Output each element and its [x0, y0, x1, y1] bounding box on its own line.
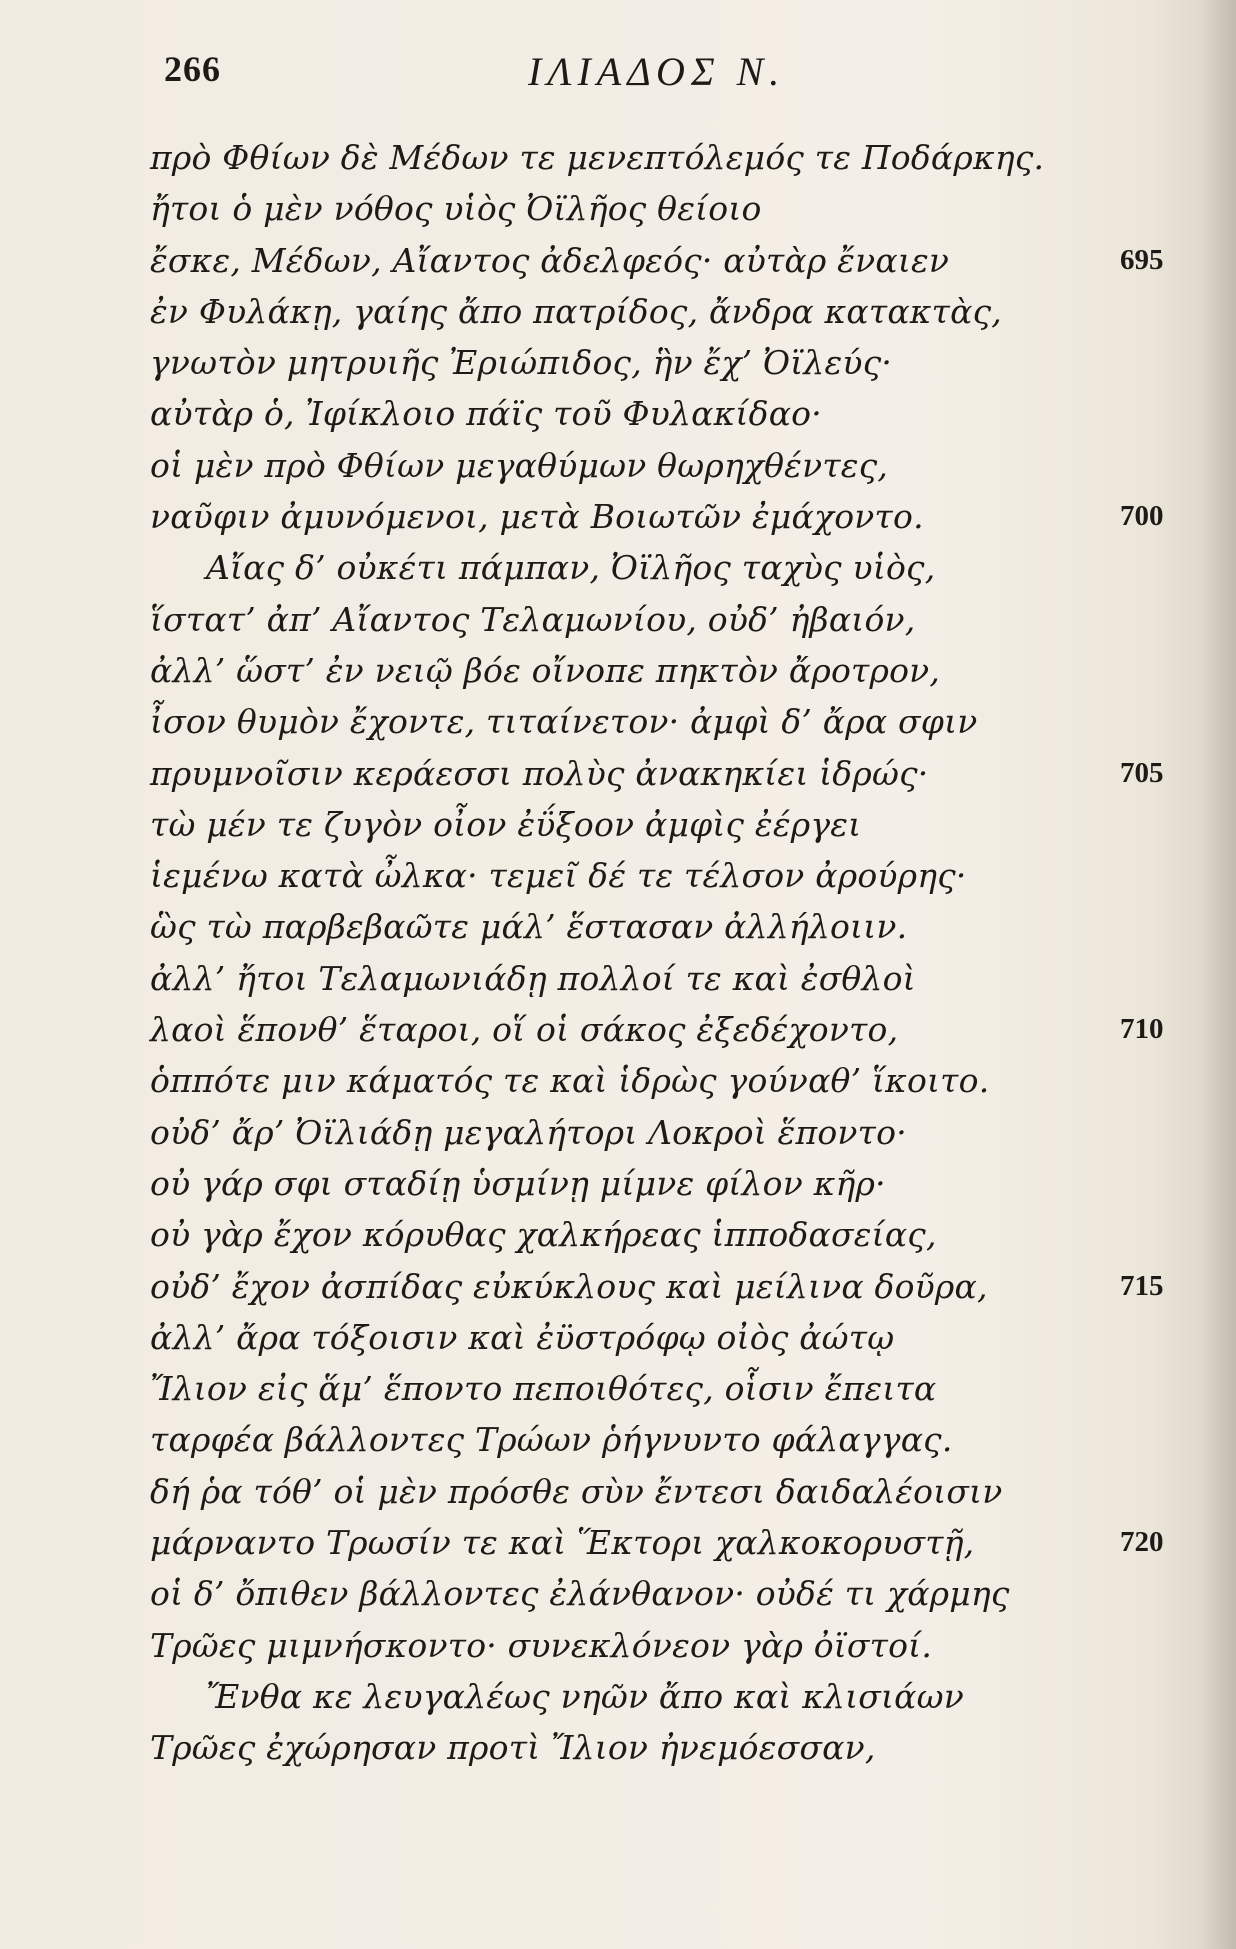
verse-text: οὐ γάρ σφι σταδίῃ ὑσμίνῃ μίμνε φίλον κῆρ· [150, 1163, 886, 1203]
verse-line [0, 132, 1236, 183]
verse-text: τὼ μέν τε ζυγὸν οἶον ἐΰξοον ἀμφὶς ἐέργει [150, 804, 862, 844]
verse-text: Τρῶες μιμνήσκοντο· συνεκλόνεον γὰρ ὀϊστοί. [150, 1625, 933, 1665]
verse-line [0, 337, 1236, 388]
verse-line [0, 696, 1236, 747]
verse-text: ἔσκε, Μέδων, Αἴαντος ἀδελφεός· αὐτὰρ ἔναιεν [150, 240, 950, 280]
page-gutter-shadow [1200, 0, 1236, 1949]
verse-line [0, 799, 1236, 850]
verse-line [0, 1363, 1236, 1414]
page-header [0, 48, 1236, 108]
verse-text: δή ῥα τόθ’ οἱ μὲν πρόσθε σὺν ἔντεσι δαιδαλέοισιν [150, 1471, 1003, 1511]
verse-line [0, 850, 1236, 901]
verse-text: ἀλλ’ ὥστ’ ἐν νειῷ βόε οἴνοπε πηκτὸν ἄροτρον, [150, 650, 941, 690]
line-number: 715 [1120, 1269, 1164, 1302]
verse-text: ταρφέα βάλλοντες Τρώων ῥήγνυντο φάλαγγας. [150, 1420, 953, 1460]
verse-line [0, 440, 1236, 491]
verse-text: ἱεμένω κατὰ ὦλκα· τεμεῖ δέ τε τέλσον ἀρούρης· [150, 856, 967, 896]
verse-line [0, 1620, 1236, 1671]
verse-line [0, 1414, 1236, 1465]
verse-line [0, 1568, 1236, 1619]
verse-text: ἶσον θυμὸν ἔχοντε, τιταίνετον· ἀμφὶ δ’ ἄρα σφιν [150, 702, 978, 742]
verse-line [0, 388, 1236, 439]
verse-line [0, 1055, 1236, 1106]
verse-line [0, 594, 1236, 645]
running-title: ΙΛΙΑΔΟΣ Ν. [528, 49, 786, 94]
verse-line [0, 1261, 1236, 1312]
verse-line [0, 1158, 1236, 1209]
verse-line [0, 235, 1236, 286]
verse-text: αὐτὰρ ὁ, Ἰφίκλοιο πάϊς τοῦ Φυλακίδαο· [150, 394, 822, 434]
verse-text: ἵστατ’ ἀπ’ Αἴαντος Τελαμωνίου, οὐδ’ ἠβαιόν, [150, 599, 916, 639]
verse-line [0, 748, 1236, 799]
verse-text: ὁππότε μιν κάματός τε καὶ ἱδρὼς γούναθ’ ἵκοιτο. [150, 1061, 990, 1101]
page-number: 266 [164, 49, 221, 89]
verse-text: ἤτοι ὁ μὲν νόθος υἱὸς Ὀϊλῆος θείοιο [150, 189, 762, 229]
verse-text: ἀλλ’ ἤτοι Τελαμωνιάδῃ πολλοί τε καὶ ἐσθλοὶ [150, 958, 916, 998]
verse-text: οἱ δ’ ὄπιθεν βάλλοντες ἐλάνθανον· οὐδέ τι χάρμης [150, 1574, 1010, 1614]
verse-list [0, 132, 1236, 1774]
verse-text: οὐ γὰρ ἔχον κόρυθας χαλκήρεας ἱπποδασείας, [150, 1215, 937, 1255]
verse-text: Αἴας δ’ οὐκέτι πάμπαν, Ὀϊλῆος ταχὺς υἱὸς, [206, 548, 936, 588]
verse-line [0, 491, 1236, 542]
verse-line [0, 183, 1236, 234]
verse-text: ναῦφιν ἀμυνόμενοι, μετὰ Βοιωτῶν ἐμάχοντο. [150, 497, 924, 537]
line-number: 705 [1120, 756, 1164, 789]
verse-line [0, 953, 1236, 1004]
verse-text: ὣς τὼ παρβεβαῶτε μάλ’ ἕστασαν ἀλλήλοιιν. [150, 907, 908, 947]
verse-line [0, 542, 1236, 593]
line-number: 695 [1120, 243, 1164, 276]
verse-line [0, 1004, 1236, 1055]
verse-text: ἀλλ’ ἄρα τόξοισιν καὶ ἐϋστρόφῳ οἰὸς ἀώτῳ [150, 1317, 895, 1357]
verse-text: Ἴλιον εἰς ἅμ’ ἕποντο πεποιθότες, οἷσιν ἔπειτα [150, 1369, 937, 1409]
verse-text: Ἔνθα κε λευγαλέως νηῶν ἄπο καὶ κλισιάων [206, 1676, 965, 1716]
line-number: 700 [1120, 500, 1164, 533]
verse-line [0, 1722, 1236, 1773]
verse-line [0, 1517, 1236, 1568]
verse-line [0, 286, 1236, 337]
verse-text: πρυμνοῖσιν κεράεσσι πολὺς ἀνακηκίει ἱδρώς· [150, 753, 929, 793]
verse-text: οὐδ’ ἔχον ἀσπίδας εὐκύκλους καὶ μείλινα δοῦρα, [150, 1266, 988, 1306]
verse-line [0, 645, 1236, 696]
verse-line [0, 1671, 1236, 1722]
verse-text: οὐδ’ ἄρ’ Ὀϊλιάδῃ μεγαλήτορι Λοκροὶ ἕποντο· [150, 1112, 907, 1152]
verse-text: γνωτὸν μητρυιῆς Ἐριώπιδος, ἣν ἔχ’ Ὀϊλεύς· [150, 343, 893, 383]
verse-line [0, 1312, 1236, 1363]
line-number: 720 [1120, 1526, 1164, 1559]
verse-line [0, 1209, 1236, 1260]
verse-text: λαοὶ ἕπονθ’ ἕταροι, οἵ οἱ σάκος ἐξεδέχοντο, [150, 1010, 899, 1050]
verse-text: οἱ μὲν πρὸ Φθίων μεγαθύμων θωρηχθέντες, [150, 445, 889, 485]
line-number: 710 [1120, 1013, 1164, 1046]
verse-text: ἐν Φυλάκῃ, γαίης ἄπο πατρίδος, ἄνδρα κατακτὰς, [150, 291, 1002, 331]
verse-line [0, 1466, 1236, 1517]
verse-text: πρὸ Φθίων δὲ Μέδων τε μενεπτόλεμός τε Ποδάρκης. [150, 138, 1045, 177]
verse-line [0, 1107, 1236, 1158]
verse-text: Τρῶες ἐχώρησαν προτὶ Ἴλιον ἠνεμόεσσαν, [150, 1728, 876, 1768]
verse-text: μάρναντο Τρωσίν τε καὶ Ἕκτορι χαλκοκορυστῇ, [150, 1523, 975, 1563]
verse-line [0, 901, 1236, 952]
